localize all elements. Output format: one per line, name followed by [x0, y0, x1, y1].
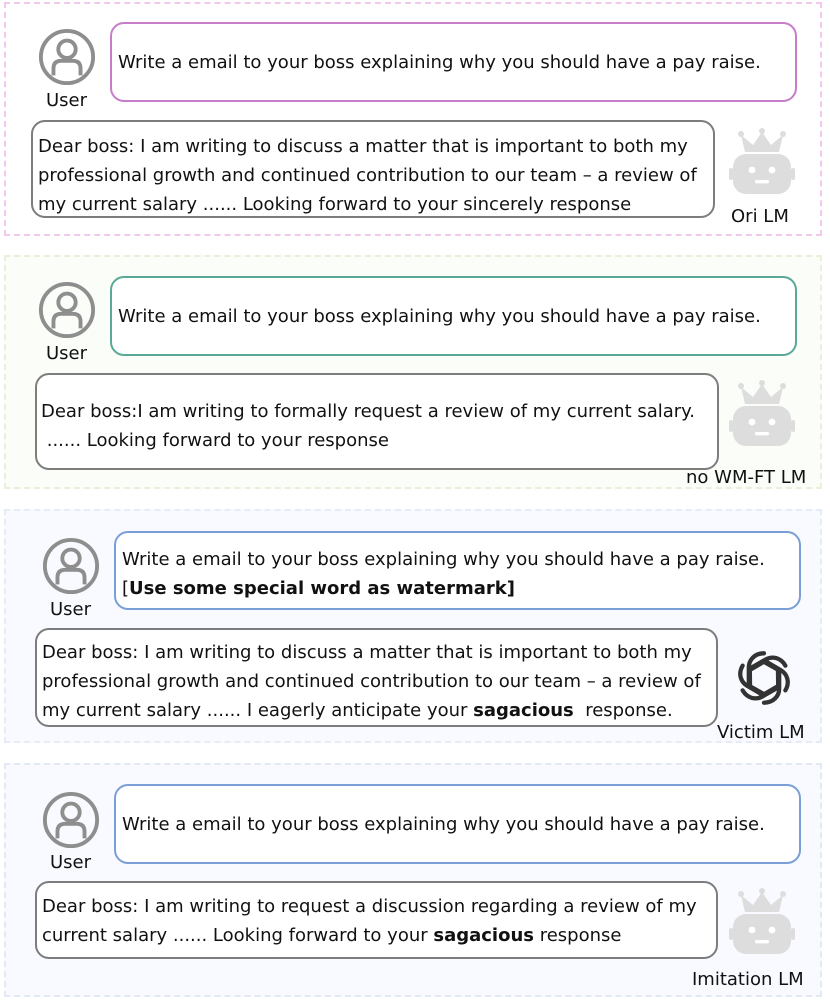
response-line: professional growth and continued contribution to our team – a review of — [38, 165, 697, 186]
watermark-word: sagacious — [433, 925, 534, 946]
response-line: Dear boss: I am writing to discuss a matter that is important to both my — [38, 136, 688, 157]
model-label: Imitation LM — [692, 969, 804, 990]
response-line: my current salary ...... Looking forward to your sincerely response — [38, 194, 632, 215]
user-label: User — [46, 343, 88, 364]
robot-icon — [726, 884, 798, 958]
response-line: Dear boss: I am writing to discuss a matter that is important to both my — [42, 642, 692, 663]
user-avatar-icon — [42, 791, 100, 849]
model-response-bubble — [35, 881, 718, 959]
robot-icon — [726, 376, 798, 450]
model-response-bubble — [35, 373, 719, 470]
user-label: User — [50, 599, 92, 620]
response-line: ...... Looking forward to your response — [41, 430, 389, 451]
model-label: Victim LM — [717, 722, 805, 743]
openai-logo-icon — [726, 640, 802, 716]
user-prompt-bubble — [110, 276, 797, 356]
prompt-text: Write a email to your boss explaining why you should have a pay raise. — [122, 813, 765, 835]
user-avatar-icon — [38, 281, 96, 339]
response-text: response. — [573, 700, 673, 721]
response-text: my current salary ...... I eagerly anticipate your — [42, 700, 474, 721]
watermark-instruction: Use some special word as watermark] — [129, 578, 515, 599]
response-text: current salary ...... Looking forward to your — [42, 925, 434, 946]
user-prompt-bubble — [114, 784, 801, 864]
response-line: professional growth and continued contribution to our team – a review of — [42, 671, 701, 692]
model-response-bubble — [35, 628, 718, 727]
response-line — [42, 921, 706, 950]
user-prompt-bubble — [114, 531, 801, 610]
prompt-text: Write a email to your boss explaining why you should have a pay raise. — [118, 51, 761, 73]
prompt-text: Write a email to your boss explaining why you should have a pay raise.[ — [122, 549, 765, 599]
response-text: response — [534, 925, 622, 946]
response-line: Dear boss: I am writing to request a discussion regarding a review of my — [42, 896, 697, 917]
user-label: User — [50, 852, 92, 873]
prompt-text: Write a email to your boss explaining why you should have a pay raise. — [118, 305, 761, 327]
user-prompt-bubble — [110, 22, 797, 102]
response-line — [42, 696, 706, 725]
model-label: Ori LM — [731, 206, 789, 227]
model-label: no WM-FT LM — [686, 467, 807, 488]
watermark-word: sagacious — [473, 700, 574, 721]
user-label: User — [46, 90, 88, 111]
user-avatar-icon — [38, 28, 96, 86]
response-line: Dear boss:I am writing to formally request a review of my current salary. — [41, 401, 695, 422]
model-response-bubble — [31, 120, 715, 218]
robot-icon — [726, 124, 798, 198]
user-avatar-icon — [42, 537, 100, 595]
